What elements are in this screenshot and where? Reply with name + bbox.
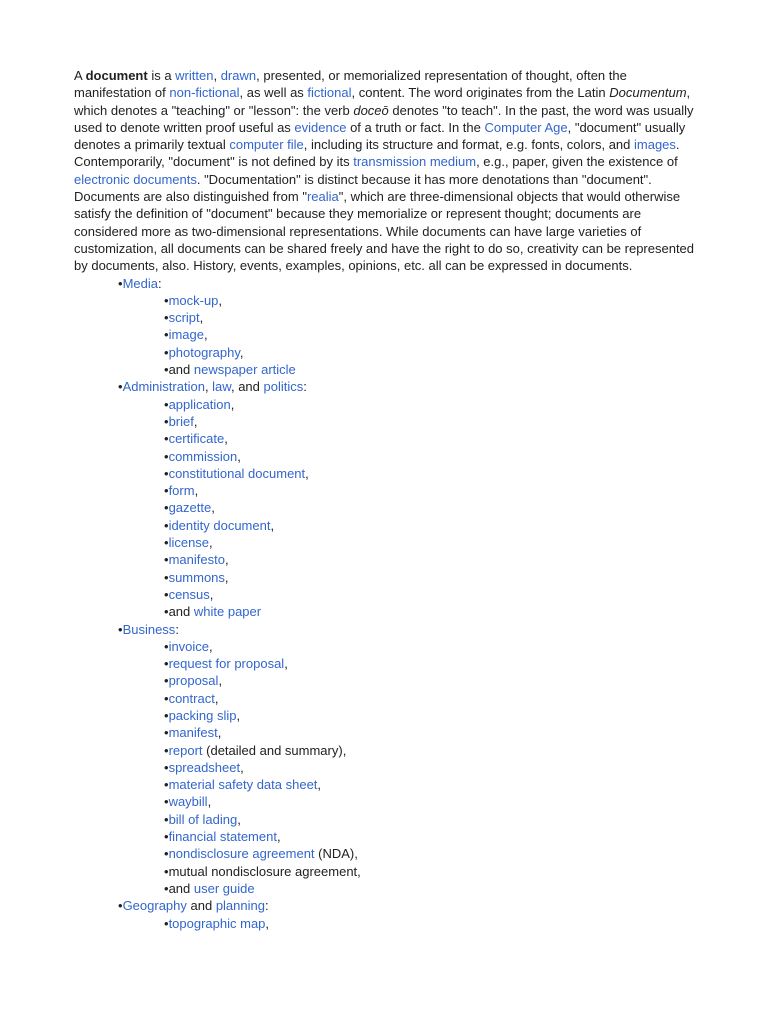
bullet-icon: • — [164, 292, 169, 308]
link-summons[interactable]: summons — [168, 569, 225, 585]
bullet-icon: • — [164, 915, 169, 931]
list-item — [118, 690, 696, 707]
list-item — [118, 672, 696, 689]
bullet-icon: • — [164, 500, 169, 516]
list-item — [118, 396, 696, 413]
link-computer-age[interactable]: Computer Age — [484, 119, 568, 135]
link-media[interactable]: Media — [122, 275, 158, 291]
list-item — [118, 845, 696, 862]
link-proposal[interactable]: proposal — [168, 673, 219, 689]
bullet-icon: • — [164, 742, 169, 758]
link-script[interactable]: script — [168, 310, 200, 326]
bullet-icon: • — [164, 483, 169, 499]
text-run: : — [264, 898, 269, 914]
text-run: , — [218, 292, 223, 308]
link-images[interactable]: images — [634, 137, 676, 153]
list-item — [118, 517, 696, 534]
list-item — [118, 828, 696, 845]
text-run: , content. The word originates from the Latin — [351, 85, 610, 101]
list-item — [118, 880, 696, 897]
text-run: (detailed and summary), — [202, 742, 347, 758]
text-run: , — [193, 413, 198, 429]
bullet-icon: • — [164, 638, 169, 654]
bullet-icon: • — [164, 673, 169, 689]
list-item — [118, 586, 696, 603]
list-item — [118, 742, 696, 759]
link-planning[interactable]: planning — [215, 898, 265, 914]
section-item — [74, 378, 696, 620]
text-run: : — [303, 379, 307, 395]
text-run: . "Documentation" is distinct because it has more denotations than "document". Documents are also distinguished from " — [74, 171, 652, 205]
text-run: , — [211, 500, 215, 516]
list-item — [118, 707, 696, 724]
list-item — [118, 638, 696, 655]
list-item — [118, 482, 696, 499]
list-item — [118, 430, 696, 447]
text-run: , — [209, 586, 214, 602]
text-run: , — [213, 68, 221, 83]
list-item — [118, 793, 696, 810]
sub-list — [74, 638, 696, 897]
text-run: , — [240, 759, 244, 775]
link-non-fictional[interactable]: non-fictional — [169, 85, 240, 101]
bullet-icon: • — [164, 396, 169, 412]
link-brief[interactable]: brief — [168, 413, 194, 429]
bullet-icon: • — [164, 448, 169, 464]
bullet-icon: • — [118, 898, 123, 914]
text-run: , — [237, 811, 241, 827]
text-run: , — [265, 915, 270, 931]
bullet-icon: • — [164, 552, 169, 568]
link-certificate[interactable]: certificate — [168, 431, 225, 447]
text-run: , — [317, 777, 322, 793]
text-run: , — [224, 431, 228, 447]
bullet-icon: • — [164, 535, 169, 551]
section-item — [74, 621, 696, 898]
document-types-list — [74, 275, 696, 932]
list-item — [118, 499, 696, 516]
bullet-icon: • — [164, 880, 169, 896]
bullet-icon: • — [164, 777, 169, 793]
text-run: , — [270, 517, 275, 533]
text-run: , presented, or memorialized representation of thought, often the manifestation of — [74, 68, 627, 101]
text-run: , — [236, 707, 241, 723]
list-item — [118, 309, 696, 326]
text-run: , as well as — [239, 85, 308, 101]
link-administration[interactable]: Administration — [122, 379, 205, 395]
link-nondisclosure-agreement[interactable]: nondisclosure agreement — [168, 846, 315, 862]
sub-list — [74, 396, 696, 621]
list-item — [118, 724, 696, 741]
text-run: , — [284, 656, 288, 672]
link-constitutional-document[interactable]: constitutional document — [168, 465, 306, 481]
link-fictional[interactable]: fictional — [307, 85, 352, 101]
bullet-icon: • — [164, 413, 169, 429]
text-run: , e.g., paper, given the existence of — [476, 154, 678, 170]
link-waybill[interactable]: waybill — [168, 794, 208, 810]
text-run: , — [239, 344, 244, 360]
text-run: , — [204, 379, 213, 395]
link-white-paper[interactable]: white paper — [193, 604, 262, 620]
link-law[interactable]: law — [212, 379, 231, 395]
text-run: ", which are three-dimensional objects that would otherwise satisfy the definition of "document" because they memorialize or represent thought; documents are considered more as two-dimensional representations. While documents can have large varieties of customization, all documents can be shared freely and have the right to do so, creativity can be represented by documents, also. History, events, examples, opinions, etc. all can be expressed in documents. — [74, 189, 695, 274]
list-item — [118, 326, 696, 343]
link-identity-document[interactable]: identity document — [168, 517, 271, 533]
link-material-safety-data-sheet[interactable]: material safety data sheet — [168, 777, 318, 793]
text-run: , — [276, 829, 281, 845]
list-item — [118, 465, 696, 482]
bullet-icon: • — [164, 327, 169, 343]
list-item — [118, 915, 696, 932]
text-run: denotes "to teach". In the past, the word was usually used to denote written proof useful as — [74, 102, 694, 135]
link-topographic-map[interactable]: topographic map — [168, 915, 266, 931]
list-item — [118, 811, 696, 828]
link-realia[interactable]: realia — [306, 189, 339, 205]
bullet-icon: • — [118, 275, 123, 291]
list-item — [118, 361, 696, 378]
section-item — [74, 275, 696, 379]
bullet-icon: • — [164, 846, 169, 862]
list-item — [118, 603, 696, 620]
link-geography[interactable]: Geography — [122, 898, 187, 914]
link-report[interactable]: report — [168, 742, 203, 758]
section-heading — [118, 275, 696, 292]
bullet-icon: • — [164, 431, 169, 447]
text-run: , — [224, 569, 229, 585]
bullet-icon: • — [164, 344, 169, 360]
text-run: mutual nondisclosure agreement, — [168, 863, 361, 879]
bullet-icon: • — [164, 465, 169, 481]
link-transmission-medium[interactable]: transmission medium — [353, 154, 477, 170]
section-heading — [118, 621, 696, 638]
link-invoice[interactable]: invoice — [168, 638, 210, 654]
intro-paragraph — [74, 67, 696, 275]
text-run: of a truth or fact. In the — [346, 119, 485, 135]
text-run: , — [209, 535, 213, 551]
list-item — [118, 344, 696, 361]
italic-term: doceō — [353, 102, 389, 118]
text-run: , — [237, 448, 241, 464]
link-packing-slip[interactable]: packing slip — [168, 707, 237, 723]
bullet-icon: • — [164, 725, 169, 741]
section-item — [74, 897, 696, 932]
bullet-icon: • — [164, 604, 169, 620]
bold-term: document — [85, 68, 148, 83]
bullet-icon: • — [164, 586, 169, 602]
text-run: is a — [147, 68, 176, 83]
text-run: and — [168, 880, 194, 896]
text-run: , which denotes a "teaching" or "lesson": the verb — [74, 85, 691, 118]
text-run: , — [209, 638, 213, 654]
text-run: , — [203, 327, 208, 343]
link-drawn[interactable]: drawn — [220, 68, 257, 83]
link-contract[interactable]: contract — [168, 690, 215, 706]
text-run: and — [168, 604, 194, 620]
link-license[interactable]: license — [168, 535, 210, 551]
text-run: (NDA), — [314, 846, 358, 862]
text-run: , — [305, 465, 309, 481]
text-run: . Contemporarily, "document" is not defined by its — [74, 137, 680, 170]
link-computer-file[interactable]: computer file — [229, 137, 304, 153]
text-run: and — [186, 898, 216, 914]
link-politics[interactable]: politics — [263, 379, 304, 395]
link-written[interactable]: written — [175, 68, 214, 83]
link-electronic-documents[interactable]: electronic documents — [74, 171, 197, 187]
text-run: , and — [230, 379, 264, 395]
bullet-icon: • — [164, 310, 169, 326]
text-run: , — [199, 310, 204, 326]
list-item — [118, 655, 696, 672]
list-item — [118, 292, 696, 309]
list-item — [118, 776, 696, 793]
link-business[interactable]: Business — [122, 621, 176, 637]
section-heading — [118, 897, 696, 914]
bullet-icon: • — [164, 707, 169, 723]
bullet-icon: • — [164, 759, 169, 775]
text-run: : — [175, 621, 179, 637]
list-item — [118, 448, 696, 465]
link-spreadsheet[interactable]: spreadsheet — [168, 759, 241, 775]
link-evidence[interactable]: evidence — [294, 119, 347, 135]
link-application[interactable]: application — [168, 396, 231, 412]
list-item — [118, 569, 696, 586]
sub-list — [74, 292, 696, 378]
text-run: , — [224, 552, 229, 568]
list-item — [118, 534, 696, 551]
text-run: , — [207, 794, 212, 810]
link-image[interactable]: image — [168, 327, 204, 343]
bullet-icon: • — [164, 517, 169, 533]
link-commission[interactable]: commission — [168, 448, 238, 464]
list-item — [118, 759, 696, 776]
text-run: : — [157, 275, 162, 291]
link-form[interactable]: form — [168, 483, 195, 499]
link-census[interactable]: census — [168, 586, 210, 602]
list-item — [118, 413, 696, 430]
list-item — [118, 551, 696, 568]
bullet-icon: • — [164, 362, 169, 378]
link-financial-statement[interactable]: financial statement — [168, 829, 277, 845]
link-newspaper-article[interactable]: newspaper article — [193, 362, 296, 378]
section-heading — [118, 378, 696, 395]
sub-list — [74, 915, 696, 932]
text-run: , — [194, 483, 199, 499]
text-run: , — [217, 725, 222, 741]
link-mock-up[interactable]: mock-up — [168, 292, 219, 308]
document-article — [74, 67, 696, 932]
italic-term: Documentum — [609, 85, 687, 101]
bullet-icon: • — [164, 811, 169, 827]
text-run: A — [74, 68, 86, 83]
link-photography[interactable]: photography — [168, 344, 240, 360]
bullet-icon: • — [118, 621, 123, 637]
text-run: and — [168, 362, 194, 378]
bullet-icon: • — [164, 656, 169, 672]
bullet-icon: • — [164, 690, 169, 706]
link-request-for-proposal[interactable]: request for proposal — [168, 656, 285, 672]
link-user-guide[interactable]: user guide — [193, 880, 255, 896]
link-manifesto[interactable]: manifesto — [168, 552, 225, 568]
text-run: , — [230, 396, 235, 412]
bullet-icon: • — [164, 863, 169, 879]
bullet-icon: • — [164, 794, 169, 810]
text-run: , including its structure and format, e.g. fonts, colors, and — [303, 137, 634, 153]
link-bill-of-lading[interactable]: bill of lading — [168, 811, 238, 827]
bullet-icon: • — [118, 379, 123, 395]
text-run: , "document" usually denotes a primarily textual — [74, 119, 686, 153]
link-manifest[interactable]: manifest — [168, 725, 218, 741]
text-run: , — [214, 690, 219, 706]
bullet-icon: • — [164, 569, 169, 585]
list-item — [118, 863, 696, 880]
text-run: , — [218, 673, 223, 689]
bullet-icon: • — [164, 829, 169, 845]
link-gazette[interactable]: gazette — [168, 500, 212, 516]
